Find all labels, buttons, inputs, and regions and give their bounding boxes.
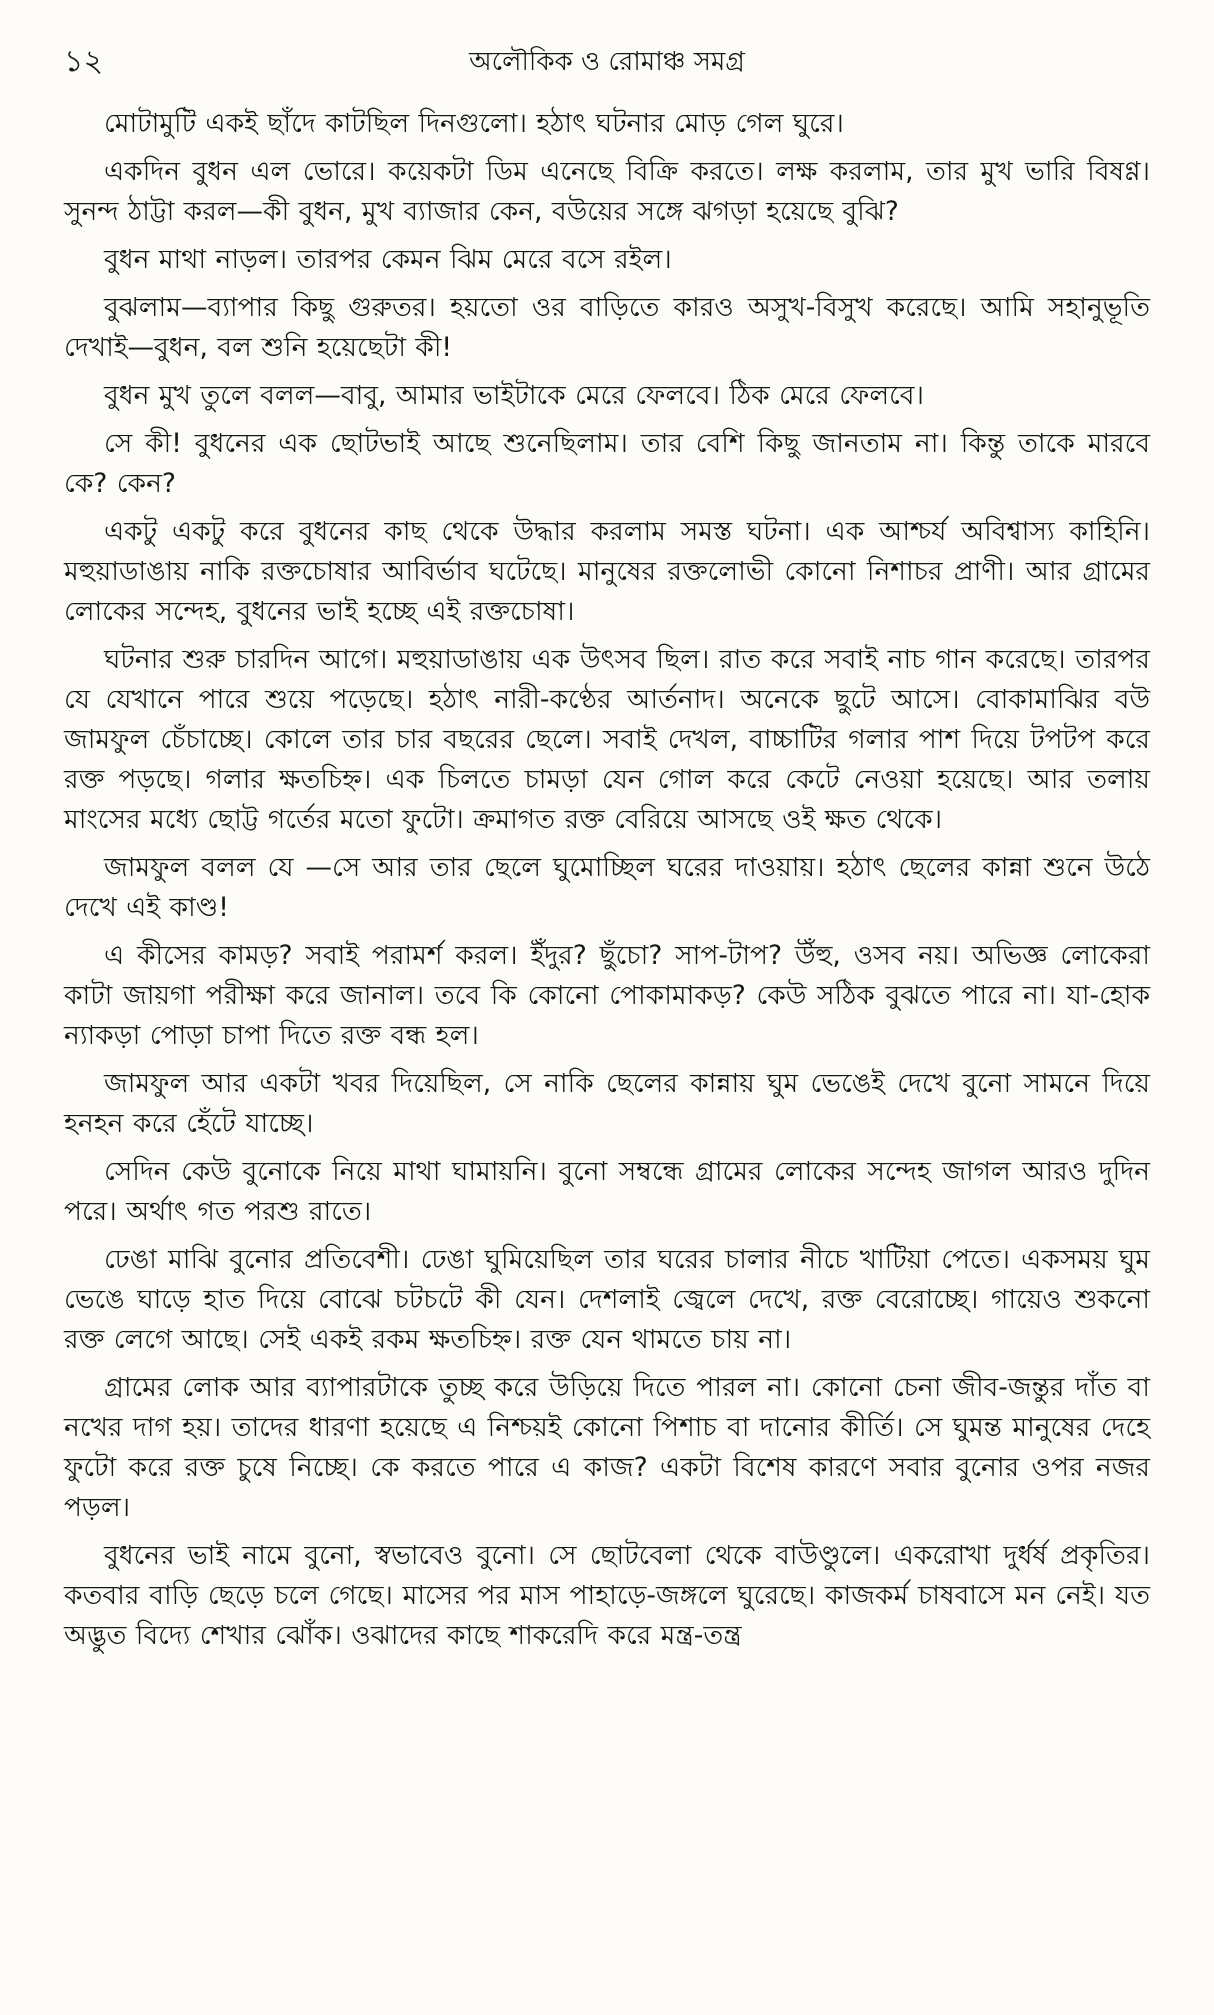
paragraph: গ্রামের লোক আর ব্যাপারটাকে তুচ্ছ করে উড়িয়ে দিতে পারল না। কোনো চেনা জীব-জন্তুর দাঁত বা নখের দাগ হয়। তাদের ধারণা হয়েছে এ নিশ্চয়ই কোনো পিশাচ বা দানোর কীর্তি। সে ঘুমন্ত মানুষের দেহে ফুটো করে রক্ত চুষে নিচ্ছে। কে করতে পারে এ কাজ? একটা বিশেষ কারণে সবার বুনোর ওপর নজর পড়ল। [64,1372,1150,1523]
paragraph: সে কী! বুধনের এক ছোটভাই আছে শুনেছিলাম। তার বেশি কিছু জানতাম না। কিন্তু তাকে মারবে কে? কেন? [64,428,1150,499]
paragraph: বুধন মুখ তুলে বলল—বাবু, আমার ভাইটাকে মেরে ফেলবে। ঠিক মেরে ফেলবে। [104,380,924,411]
paragraph: সেদিন কেউ বুনোকে নিয়ে মাথা ঘামায়নি। বুনো সম্বন্ধে গ্রামের লোকের সন্দেহ জাগল আরও দুদিন পরে। অর্থাৎ গত পরশু রাতে। [64,1156,1150,1227]
paragraph: একটু একটু করে বুধনের কাছ থেকে উদ্ধার করলাম সমস্ত ঘটনা। এক আশ্চর্য অবিশ্বাস্য কাহিনি। মহুয়াডাঙায় নাকি রক্তচোষার আবির্ভাব ঘটেছে। মানুষের রক্তলোভী কোনো নিশাচর প্রাণী। আর গ্রামের লোকের সন্দেহ, বুধনের ভাই হচ্ছে এই রক্তচোষা। [64,516,1150,627]
paragraph: এ কীসের কামড়? সবাই পরামর্শ করল। ইঁদুর? ছুঁচো? সাপ-টাপ? উঁহু, ওসব নয়। অভিজ্ঞ লোকেরা কাটা জায়গা পরীক্ষা করে জানাল। তবে কি কোনো পোকামাকড়? কেউ সঠিক বুঝতে পারে না। যা-হোক ন্যাকড়া পোড়া চাপা দিতে রক্ত বন্ধ হল। [64,940,1150,1051]
body-text [64,104,1150,1656]
page-header [64,40,1150,90]
paragraph: ঢেঙা মাঝি বুনোর প্রতিবেশী। ঢেঙা ঘুমিয়েছিল তার ঘরের চালার নীচে খাটিয়া পেতে। একসময় ঘুম ভেঙে ঘাড়ে হাত দিয়ে বোঝে চটচটে কী যেন। দেশলাই জ্বেলে দেখে, রক্ত বেরোচ্ছে। গায়েও শুকনো রক্ত লেগে আছে। সেই একই রকম ক্ষতচিহ্ন। রক্ত যেন থামতে চায় না। [64,1244,1150,1355]
paragraph: বুধনের ভাই নামে বুনো, স্বভাবেও বুনো। সে ছোটবেলা থেকে বাউণ্ডুলে। একরোখা দুর্ধর্ষ প্রকৃতির। কতবার বাড়ি ছেড়ে চলে গেছে। মাসের পর মাস পাহাড়ে-জঙ্গলে ঘুরেছে। কাজকর্ম চাষবাসে মন নেই। যত অদ্ভুত বিদ্যে শেখার ঝোঁক। ওঝাদের কাছে শাকরেদি করে মন্ত্র-তন্ত্র [64,1540,1150,1651]
paragraph: জামফুল আর একটা খবর দিয়েছিল, সে নাকি ছেলের কান্নায় ঘুম ভেঙেই দেখে বুনো সামনে দিয়ে হনহন করে হেঁটে যাচ্ছে। [64,1068,1150,1139]
paragraph: বুঝলাম—ব্যাপার কিছু গুরুতর। হয়তো ওর বাড়িতে কারও অসুখ-বিসুখ করেছে। আমি সহানুভূতি দেখাই—বুধন, বল শুনি হয়েছেটা কী! [64,292,1150,363]
paragraph: ঘটনার শুরু চারদিন আগে। মহুয়াডাঙায় এক উৎসব ছিল। রাত করে সবাই নাচ গান করেছে। তারপর যে যেখানে পারে শুয়ে পড়েছে। হঠাৎ নারী-কণ্ঠের আর্তনাদ। অনেকে ছুটে আসে। বোকামাঝির বউ জামফুল চেঁচাচ্ছে। কোলে তার চার বছরের ছেলে। সবাই দেখল, বাচ্চাটির গলার পাশ দিয়ে টপটপ করে রক্ত পড়ছে। গলার ক্ষতচিহ্ন। এক চিলতে চামড়া যেন গোল করে কেটে নেওয়া হয়েছে। আর তলায় মাংসের মধ্যে ছোট্ট গর্তের মতো ফুটো। ক্রমাগত রক্ত বেরিয়ে আসছে ওই ক্ষত থেকে। [64,644,1150,835]
paragraph: বুধন মাথা নাড়ল। তারপর কেমন ঝিম মেরে বসে রইল। [104,244,672,275]
running-title: অলৌকিক ও রোমাঞ্চ সমগ্র [469,47,745,77]
paragraph: জামফুল বলল যে —সে আর তার ছেলে ঘুমোচ্ছিল ঘরের দাওয়ায়। হঠাৎ ছেলের কান্না শুনে উঠে দেখে এই কাণ্ড! [64,852,1150,923]
page-number: ১২ [64,44,103,79]
paragraph: মোটামুটি একই ছাঁদে কাটছিল দিনগুলো। হঠাৎ ঘটনার মোড় গেল ঘুরে। [104,108,844,139]
paragraph: একদিন বুধন এল ভোরে। কয়েকটা ডিম এনেছে বিক্রি করতে। লক্ষ করলাম, তার মুখ ভারি বিষণ্ণ। সুনন্দ ঠাট্টা করল—কী বুধন, মুখ ব্যাজার কেন, বউয়ের সঙ্গে ঝগড়া হয়েছে বুঝি? [64,156,1150,227]
